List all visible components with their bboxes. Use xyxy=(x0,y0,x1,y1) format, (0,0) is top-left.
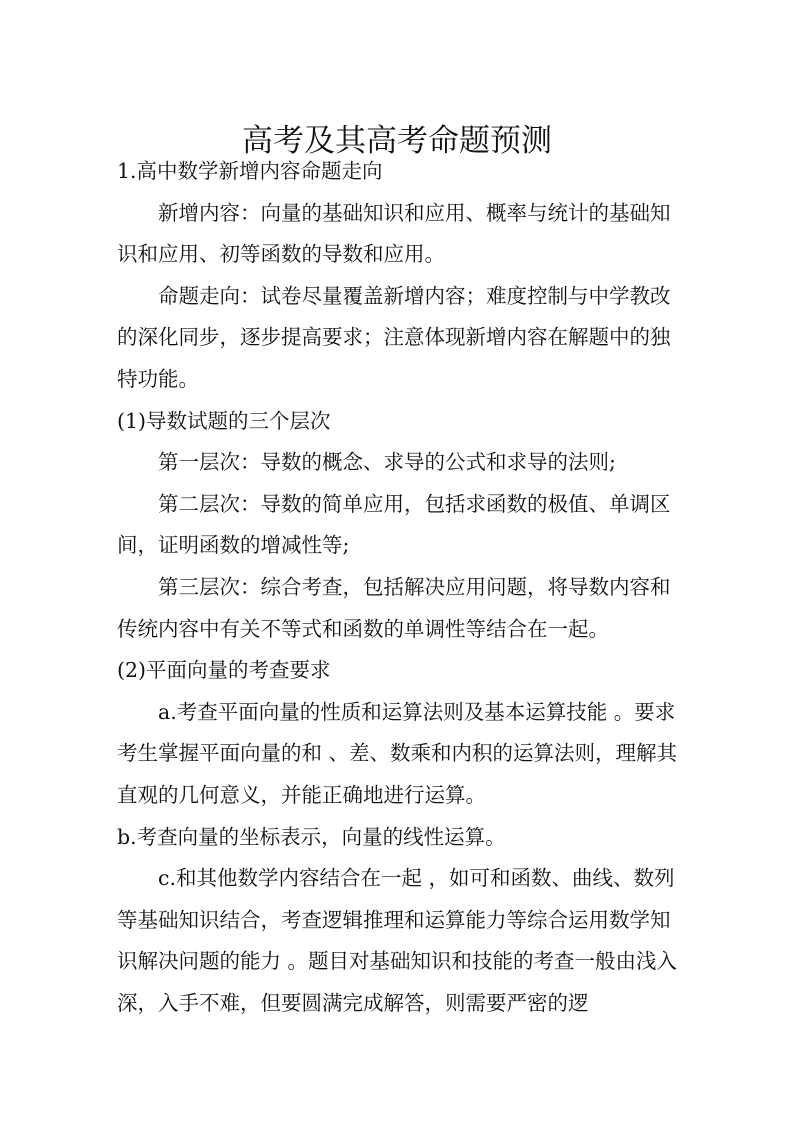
document-body xyxy=(117,151,677,1024)
paragraph-vector-a: a.考查平面向量的性质和运算法则及基本运算技能 。要求考生掌握平面向量的和 、差、数乘和内积的运算法则，理解其直观的几何意义，并能正确地进行运算。 xyxy=(117,699,678,807)
paragraph-question-direction: 命题走向：试卷尽量覆盖新增内容；难度控制与中学教改的深化同步，逐步提高要求；注意体现新增内容在解题中的独特功能。 xyxy=(117,283,671,391)
paragraph-new-content: 新增内容：向量的基础知识和应用、概率与统计的基础知识和应用、初等函数的导数和应用。 xyxy=(117,200,671,267)
subheading-derivative-levels: (1)导数试题的三个层次 xyxy=(117,408,331,433)
paragraph-vector-b: b.考查向量的坐标表示，向量的线性运算。 xyxy=(117,824,506,849)
paragraph-vector-c: c.和其他数学内容结合在一起 ，如可和函数、曲线、数列等基础知识结合，考查逻辑推理和运算能力等综合运用数学知识解决问题的能力 。题目对基础知识和技能的考查一般由浅入深，入手不难，但要圆满完成解答，则需要严密的逻 xyxy=(117,866,678,1015)
paragraph-level-one: 第一层次：导数的概念、求导的公式和求导的法则; xyxy=(158,450,616,475)
paragraph-level-two: 第二层次：导数的简单应用，包括求函数的极值、单调区间，证明函数的增减性等; xyxy=(117,491,671,558)
paragraph-level-three: 第三层次：综合考查，包括解决应用问题，将导数内容和传统内容中有关不等式和函数的单调性等结合在一起。 xyxy=(117,574,671,641)
subheading-vector-requirements: (2)平面向量的考查要求 xyxy=(117,658,331,683)
section-heading-new-content: 1.高中数学新增内容命题走向 xyxy=(117,159,383,183)
document-title: 高考及其高考命题预测 xyxy=(242,122,552,159)
